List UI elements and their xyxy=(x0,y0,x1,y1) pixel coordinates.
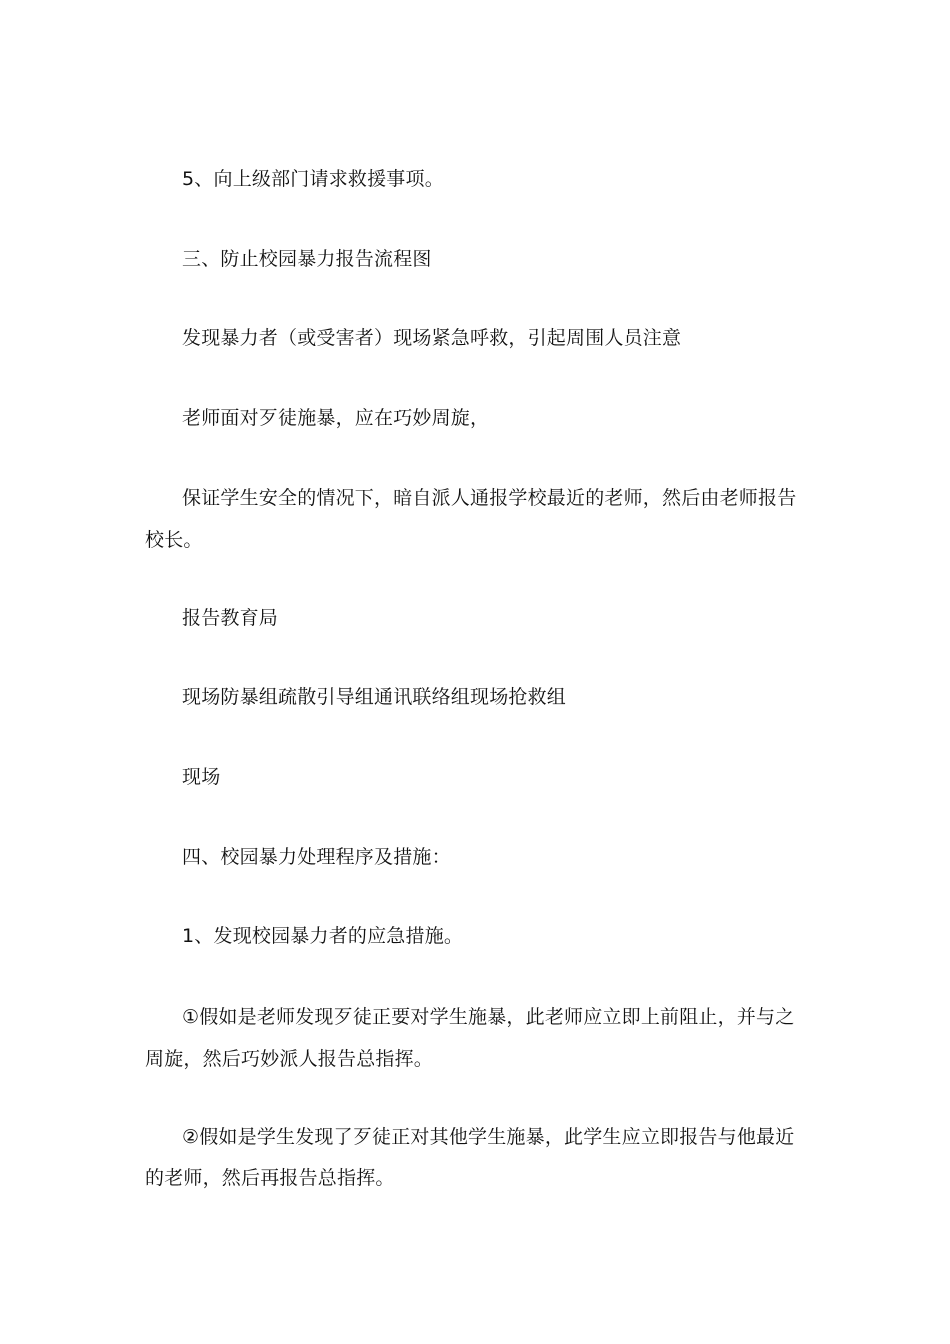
paragraph-emergency-measures: 1、发现校园暴力者的应急措施。 xyxy=(182,925,464,947)
paragraph-teacher-response: 老师面对歹徒施暴，应在巧妙周旋， xyxy=(182,407,490,429)
paragraph-teacher-discovers-line-1: ①假如是老师发现歹徒正要对学生施暴，此老师应立即上前阻止，并与之 xyxy=(182,1006,795,1028)
paragraph-emergency-call: 发现暴力者（或受害者）现场紧急呼救，引起周围人员注意 xyxy=(182,327,682,349)
paragraph-student-discovers-line-2: 的老师，然后再报告总指挥。 xyxy=(145,1167,395,1189)
paragraph-rescue-request: 5、向上级部门请求救援事项。 xyxy=(182,168,444,190)
paragraph-teacher-discovers-line-2: 周旋，然后巧妙派人报告总指挥。 xyxy=(145,1048,434,1070)
paragraph-scene: 现场 xyxy=(182,766,221,788)
section-heading-report-flowchart: 三、防止校园暴力报告流程图 xyxy=(182,248,432,270)
section-heading-handling-procedure: 四、校园暴力处理程序及措施： xyxy=(182,846,451,868)
paragraph-student-safety-line-1: 保证学生安全的情况下，暗自派人通报学校最近的老师，然后由老师报告 xyxy=(182,487,797,509)
paragraph-response-groups: 现场防暴组疏散引导组通讯联络组现场抢救组 xyxy=(182,686,567,708)
paragraph-student-safety-line-2: 校长。 xyxy=(145,529,203,551)
paragraph-report-education-bureau: 报告教育局 xyxy=(182,607,279,629)
paragraph-student-discovers-line-1: ②假如是学生发现了歹徒正对其他学生施暴，此学生应立即报告与他最近 xyxy=(182,1126,795,1148)
